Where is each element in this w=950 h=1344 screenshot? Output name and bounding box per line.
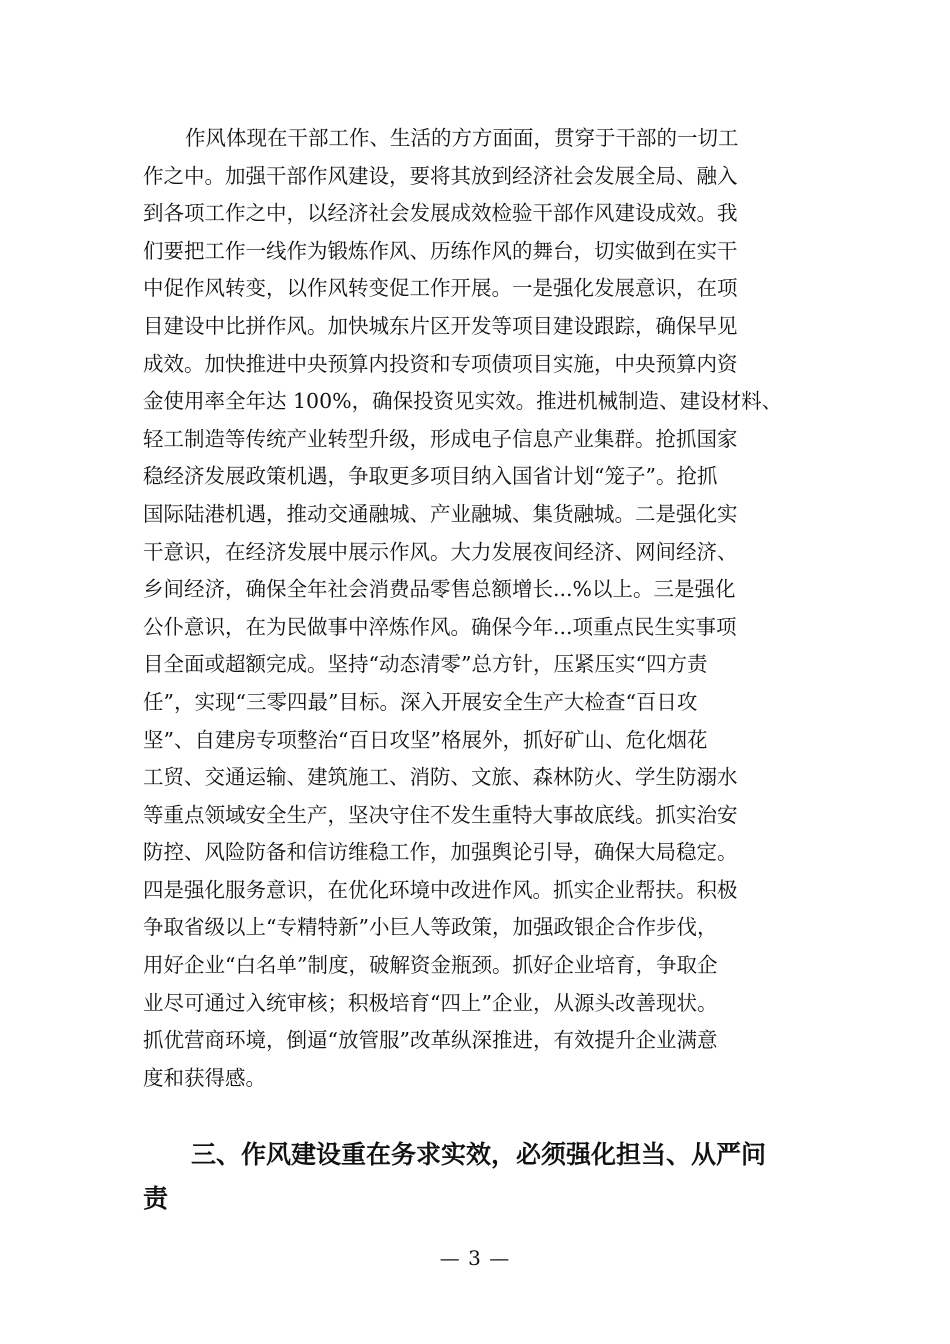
paragraph-line: 金使用率全年达 100%，确保投资见实效。推进机械制造、建设材料、 — [143, 389, 783, 414]
body-paragraph — [143, 120, 813, 1097]
paragraph-line: 业尽可通过入统审核；积极培育“四上”企业，从源头改善现状。 — [143, 990, 718, 1015]
paragraph-line: 任”，实现“三零四最”目标。深入开展安全生产大检查“百日攻 — [143, 689, 698, 714]
paragraph-line: 度和获得感。 — [143, 1065, 266, 1090]
paragraph-line: 干意识，在经济发展中展示作风。大力发展夜间经济、网间经济、 — [143, 539, 738, 564]
paragraph-line: 四是强化服务意识，在优化环境中改进作风。抓实企业帮扶。积极 — [143, 877, 738, 902]
paragraph-line: 坚”、自建房专项整治“百日攻坚”格展外，抓好矿山、危化烟花 — [143, 727, 708, 752]
paragraph-line: 用好企业“白名单”制度，破解资金瓶颈。抓好企业培育，争取企 — [143, 953, 718, 978]
paragraph-line: 中促作风转变，以作风转变促工作开展。一是强化发展意识，在项 — [143, 276, 738, 301]
section-heading-line: 责 — [143, 1184, 169, 1213]
paragraph-line: 稳经济发展政策机遇，争取更多项目纳入国省计划“笼子”。抢抓 — [143, 464, 718, 489]
paragraph-line: 乡间经济，确保全年社会消费品零售总额增长...%以上。三是强化 — [143, 577, 736, 602]
paragraph-line: 们要把工作一线作为锻炼作风、历练作风的舞台，切实做到在实干 — [143, 238, 738, 263]
paragraph-line: 轻工制造等传统产业转型升级，形成电子信息产业集群。抢抓国家 — [143, 426, 738, 451]
paragraph-line: 争取省级以上“专精特新”小巨人等政策，加强政银企合作步伐， — [143, 915, 718, 940]
paragraph-line: 工贸、交通运输、建筑施工、消防、文旅、森林防火、学生防溺水 — [143, 765, 738, 790]
paragraph-line: 到各项工作之中，以经济社会发展成效检验干部作风建设成效。我 — [143, 201, 738, 226]
paragraph-line: 成效。加快推进中央预算内投资和专项债项目实施，中央预算内资 — [143, 351, 738, 376]
paragraph-line: 作风体现在干部工作、生活的方方面面，贯穿于干部的一切工 — [185, 126, 739, 150]
paragraph-line: 目全面或超额完成。坚持“动态清零”总方针，压紧压实“四方责 — [143, 652, 708, 677]
section-heading-line: 三、作风建设重在务求实效，必须强化担当、从严问 — [191, 1140, 767, 1169]
paragraph-line: 公仆意识，在为民做事中淬炼作风。确保今年...项重点民生实事项 — [143, 614, 737, 639]
paragraph-line: 抓优营商环境，倒逼“放管服”改革纵深推进，有效提升企业满意 — [143, 1028, 718, 1053]
section-heading — [143, 1133, 813, 1221]
paragraph-line: 防控、风险防备和信访维稳工作，加强舆论引导，确保大局稳定。 — [143, 840, 738, 865]
paragraph-line: 作之中。加强干部作风建设，要将其放到经济社会发展全局、融入 — [143, 163, 738, 188]
paragraph-line: 国际陆港机遇，推动交通融城、产业融城、集货融城。二是强化实 — [143, 501, 738, 526]
paragraph-line: 等重点领域安全生产，坚决守住不发生重特大事故底线。抓实治安 — [143, 802, 738, 827]
page-number: — 3 — — [439, 1246, 511, 1270]
paragraph-line: 目建设中比拼作风。加快城东片区开发等项目建设跟踪，确保早见 — [143, 313, 738, 338]
